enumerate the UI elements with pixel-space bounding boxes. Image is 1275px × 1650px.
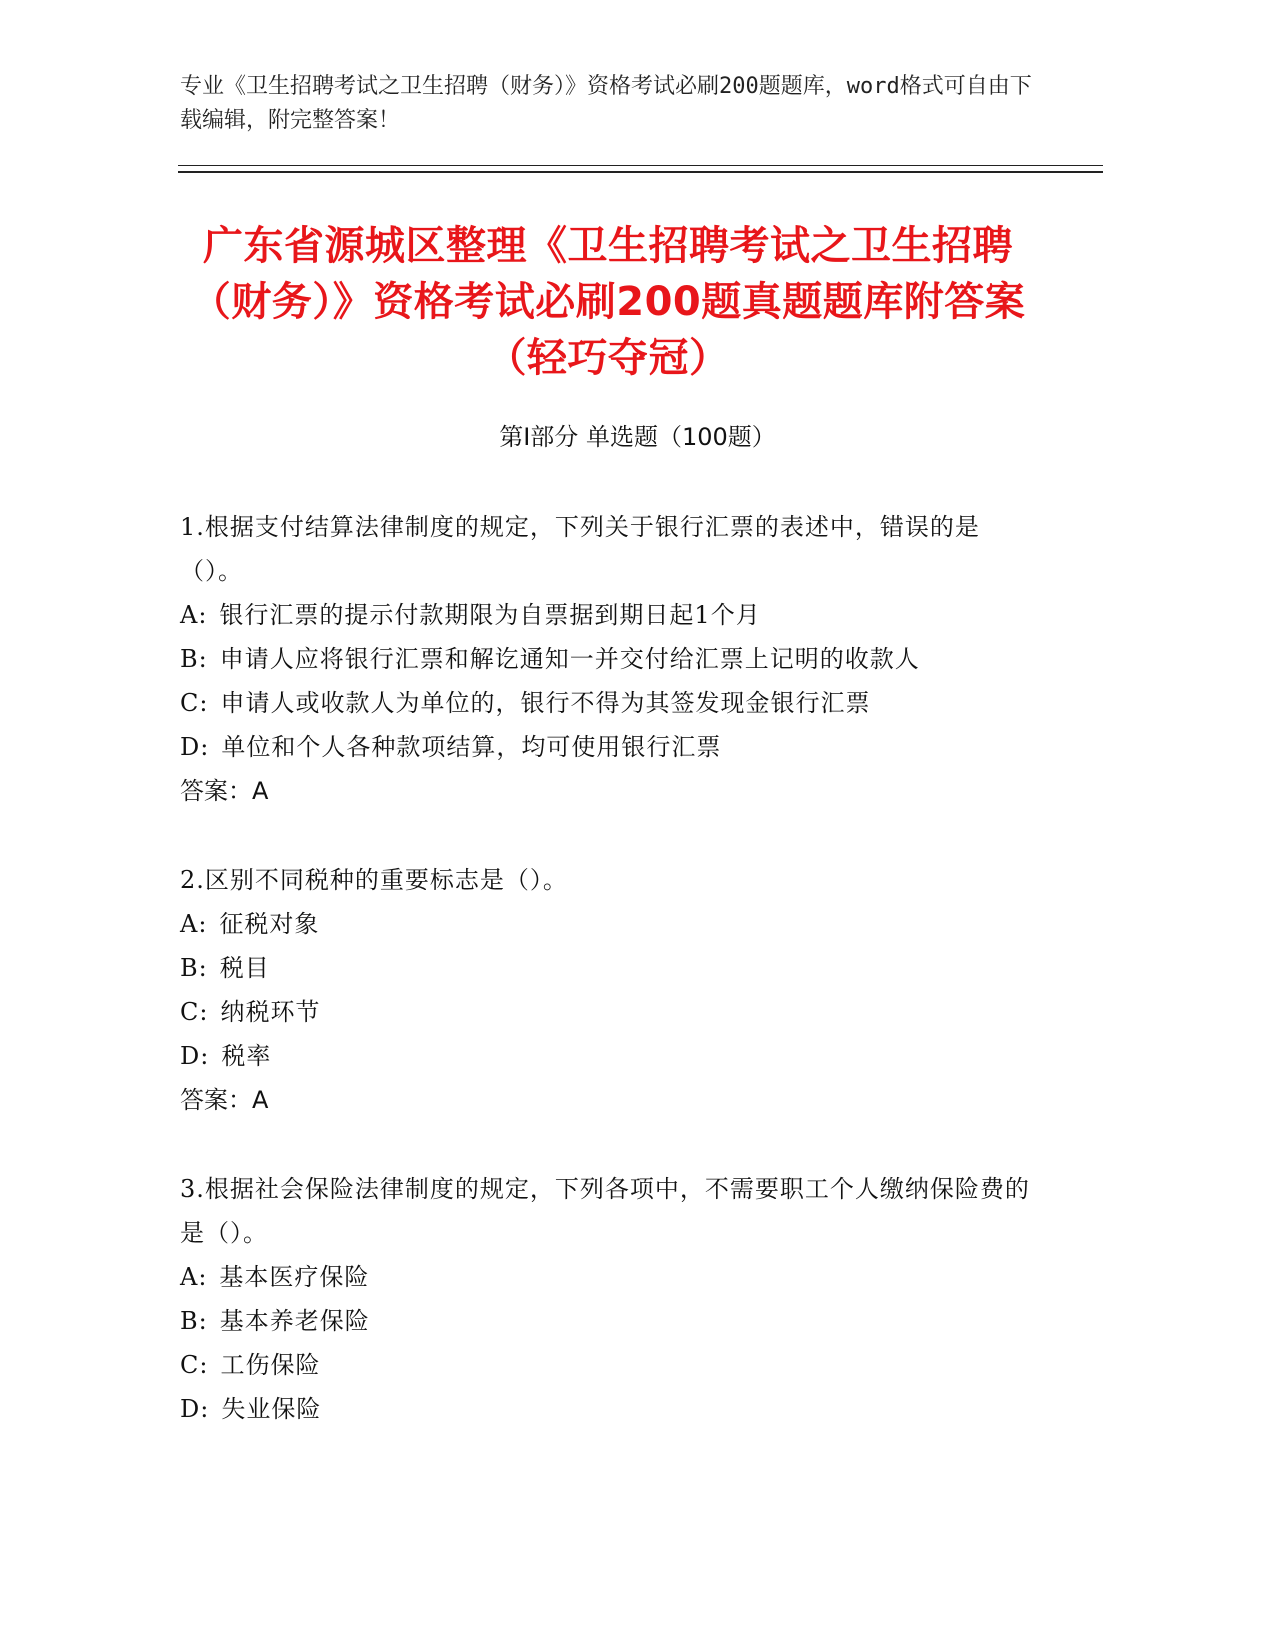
option-a bbox=[180, 1255, 1030, 1299]
option-c bbox=[180, 990, 1030, 1034]
question-1 bbox=[180, 505, 1030, 813]
option-text: 税率 bbox=[221, 1042, 272, 1070]
header-divider-thick bbox=[178, 171, 1103, 173]
header-note: 专业《卫生招聘考试之卫生招聘（财务）》资格考试必刷200题题库，word格式可自由下载编辑，附完整答案！ bbox=[180, 74, 1032, 133]
header-divider-thin bbox=[178, 165, 1103, 166]
option-text: 征税对象 bbox=[219, 910, 320, 938]
option-letter: C: bbox=[180, 689, 209, 717]
option-text: 工伤保险 bbox=[220, 1351, 321, 1379]
option-text: 单位和个人各种款项结算，均可使用银行汇票 bbox=[221, 733, 722, 761]
option-text: 纳税环节 bbox=[220, 998, 321, 1026]
option-letter: B: bbox=[180, 1307, 208, 1335]
question-stem: 1.根据支付结算法律制度的规定，下列关于银行汇票的表述中，错误的是（）。 bbox=[180, 513, 980, 585]
option-letter: D: bbox=[180, 1395, 210, 1423]
answer-line: 答案：A bbox=[180, 1086, 269, 1114]
option-text: 基本医疗保险 bbox=[219, 1263, 370, 1291]
option-c bbox=[180, 681, 1030, 725]
option-text: 申请人或收款人为单位的，银行不得为其签发现金银行汇票 bbox=[220, 689, 871, 717]
option-text: 银行汇票的提示付款期限为自票据到期日起1个月 bbox=[219, 601, 761, 629]
option-letter: C: bbox=[180, 1351, 209, 1379]
question-list bbox=[180, 505, 1030, 1476]
option-d bbox=[180, 1034, 1030, 1078]
question-stem: 3.根据社会保险法律制度的规定，下列各项中，不需要职工个人缴纳保险费的是（）。 bbox=[180, 1175, 1030, 1247]
question-3 bbox=[180, 1167, 1030, 1431]
option-letter: A: bbox=[180, 910, 208, 938]
document-title: 广东省源城区整理《卫生招聘考试之卫生招聘（财务）》资格考试必刷200题真题题库附答案（轻巧夺冠） bbox=[190, 223, 1026, 381]
option-c bbox=[180, 1343, 1030, 1387]
option-b bbox=[180, 1299, 1030, 1343]
option-letter: D: bbox=[180, 733, 210, 761]
option-letter: D: bbox=[180, 1042, 210, 1070]
option-text: 申请人应将银行汇票和解讫通知一并交付给汇票上记明的收款人 bbox=[219, 645, 920, 673]
question-2 bbox=[180, 858, 1030, 1122]
question-stem: 2.区别不同税种的重要标志是（）。 bbox=[180, 866, 568, 894]
option-b bbox=[180, 637, 1030, 681]
option-letter: C: bbox=[180, 998, 209, 1026]
option-a bbox=[180, 902, 1030, 946]
option-d bbox=[180, 725, 1030, 769]
option-text: 税目 bbox=[219, 954, 270, 982]
option-letter: A: bbox=[180, 1263, 208, 1291]
section-heading: 第Ⅰ部分 单选题（100题） bbox=[499, 423, 776, 451]
option-letter: B: bbox=[180, 645, 208, 673]
option-a bbox=[180, 593, 1030, 637]
option-text: 失业保险 bbox=[221, 1395, 322, 1423]
option-d bbox=[180, 1387, 1030, 1431]
option-letter: A: bbox=[180, 601, 208, 629]
option-letter: B: bbox=[180, 954, 208, 982]
answer-line: 答案：A bbox=[180, 777, 269, 805]
option-text: 基本养老保险 bbox=[219, 1307, 370, 1335]
option-b bbox=[180, 946, 1030, 990]
